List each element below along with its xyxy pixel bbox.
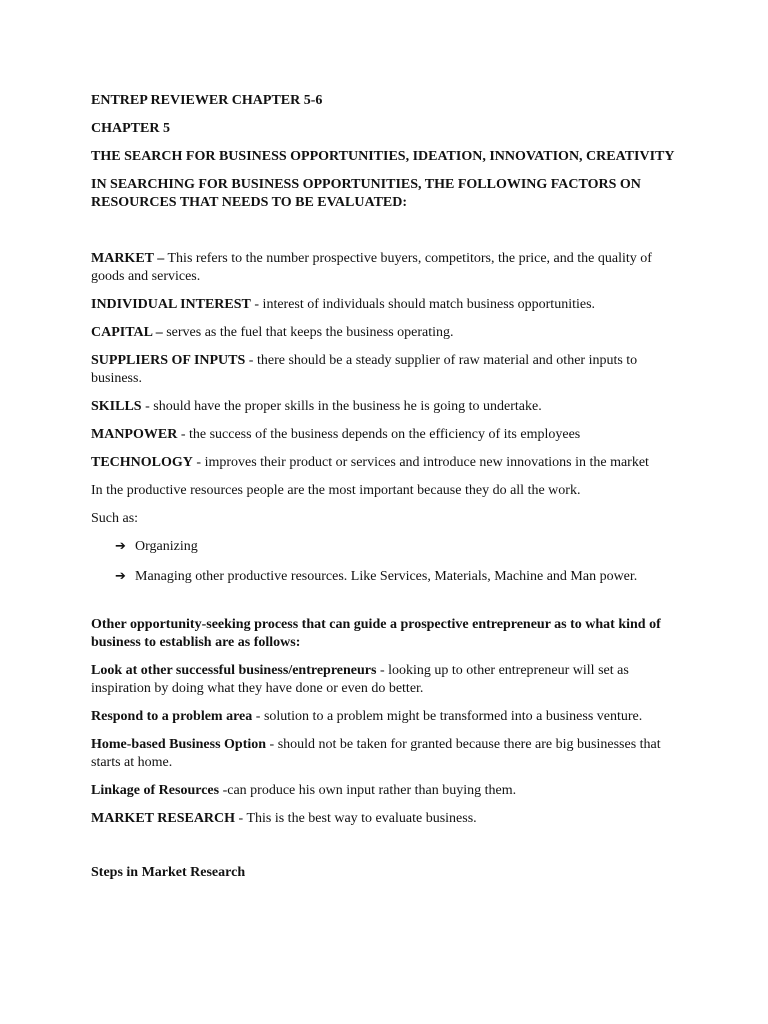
list-item: [115, 538, 688, 556]
steps-heading: Steps in Market Research: [91, 865, 246, 880]
process-desc: - This is the best way to evaluate business.: [235, 811, 477, 826]
factor-market: [91, 250, 688, 286]
list-item-text: Managing other productive resources. Like Services, Materials, Machine and Man power.: [135, 569, 638, 584]
factor-desc: - improves their product or services and introduce new innovations in the market: [192, 455, 649, 470]
factor-desc: - the success of the business depends on the efficiency of its employees: [177, 427, 581, 442]
process-home-based: [91, 736, 688, 772]
such-as-label: Such as:: [91, 511, 139, 526]
factor-capital: [91, 324, 688, 342]
process-list: [91, 662, 688, 828]
factors-list: [91, 250, 688, 472]
factor-manpower: [91, 426, 688, 444]
productive-resources-text: In the productive resources people are the most important because they do all the work.: [91, 483, 581, 498]
process-term: Look at other successful business/entrepreneurs: [91, 663, 377, 678]
factor-term: TECHNOLOGY: [91, 455, 193, 470]
list-item: [115, 568, 688, 586]
factor-technology: [91, 454, 688, 472]
arrow-list: [91, 538, 688, 586]
process-look-at-others: [91, 662, 688, 698]
other-process-intro: Other opportunity-seeking process that can guide a prospective entrepreneur as to what kind of business to establish are as follows:: [91, 617, 661, 650]
document-title: ENTREP REVIEWER CHAPTER 5-6: [91, 93, 323, 108]
factor-desc: - there should be a steady supplier of raw material and other inputs to business.: [91, 353, 638, 386]
factor-term: SUPPLIERS OF INPUTS: [91, 353, 246, 368]
arrow-right-icon: ➔: [115, 569, 126, 584]
process-linkage: [91, 782, 688, 800]
process-respond-problem: [91, 708, 688, 726]
process-desc: - looking up to other entrepreneur will set as inspiration by doing what they have done or even do better.: [91, 663, 629, 696]
section-title: THE SEARCH FOR BUSINESS OPPORTUNITIES, IDEATION, INNOVATION, CREATIVITY: [91, 149, 675, 164]
process-term: Linkage of Resources: [91, 783, 220, 798]
factor-desc: - should have the proper skills in the business he is going to undertake.: [141, 399, 542, 414]
factor-skills: [91, 398, 688, 416]
arrow-right-icon: ➔: [115, 539, 126, 554]
factor-term: MANPOWER: [91, 427, 178, 442]
factors-intro: IN SEARCHING FOR BUSINESS OPPORTUNITIES, THE FOLLOWING FACTORS ON RESOURCES THAT NEEDS TO BE EVALUATED:: [91, 177, 641, 210]
process-desc: - should not be taken for granted because there are big businesses that starts at home.: [91, 737, 661, 770]
process-term: Home-based Business Option: [91, 737, 267, 752]
chapter-heading: CHAPTER 5: [91, 121, 170, 136]
process-desc: - solution to a problem might be transformed into a business venture.: [252, 709, 643, 724]
factor-desc: This refers to the number prospective buyers, competitors, the price, and the quality of goods and services.: [91, 251, 652, 284]
factor-desc: - interest of individuals should match business opportunities.: [250, 297, 596, 312]
list-item-text: Organizing: [135, 539, 198, 554]
factor-suppliers: [91, 352, 688, 388]
factor-desc: serves as the fuel that keeps the business operating.: [162, 325, 454, 340]
process-term: MARKET RESEARCH: [91, 811, 236, 826]
factor-term: SKILLS: [91, 399, 142, 414]
factor-term: MARKET –: [91, 251, 165, 266]
process-market-research: [91, 810, 688, 828]
process-desc: -can produce his own input rather than buying them.: [219, 783, 517, 798]
factor-term: INDIVIDUAL INTEREST: [91, 297, 251, 312]
factor-individual-interest: [91, 296, 688, 314]
process-term: Respond to a problem area: [91, 709, 253, 724]
factor-term: CAPITAL –: [91, 325, 163, 340]
